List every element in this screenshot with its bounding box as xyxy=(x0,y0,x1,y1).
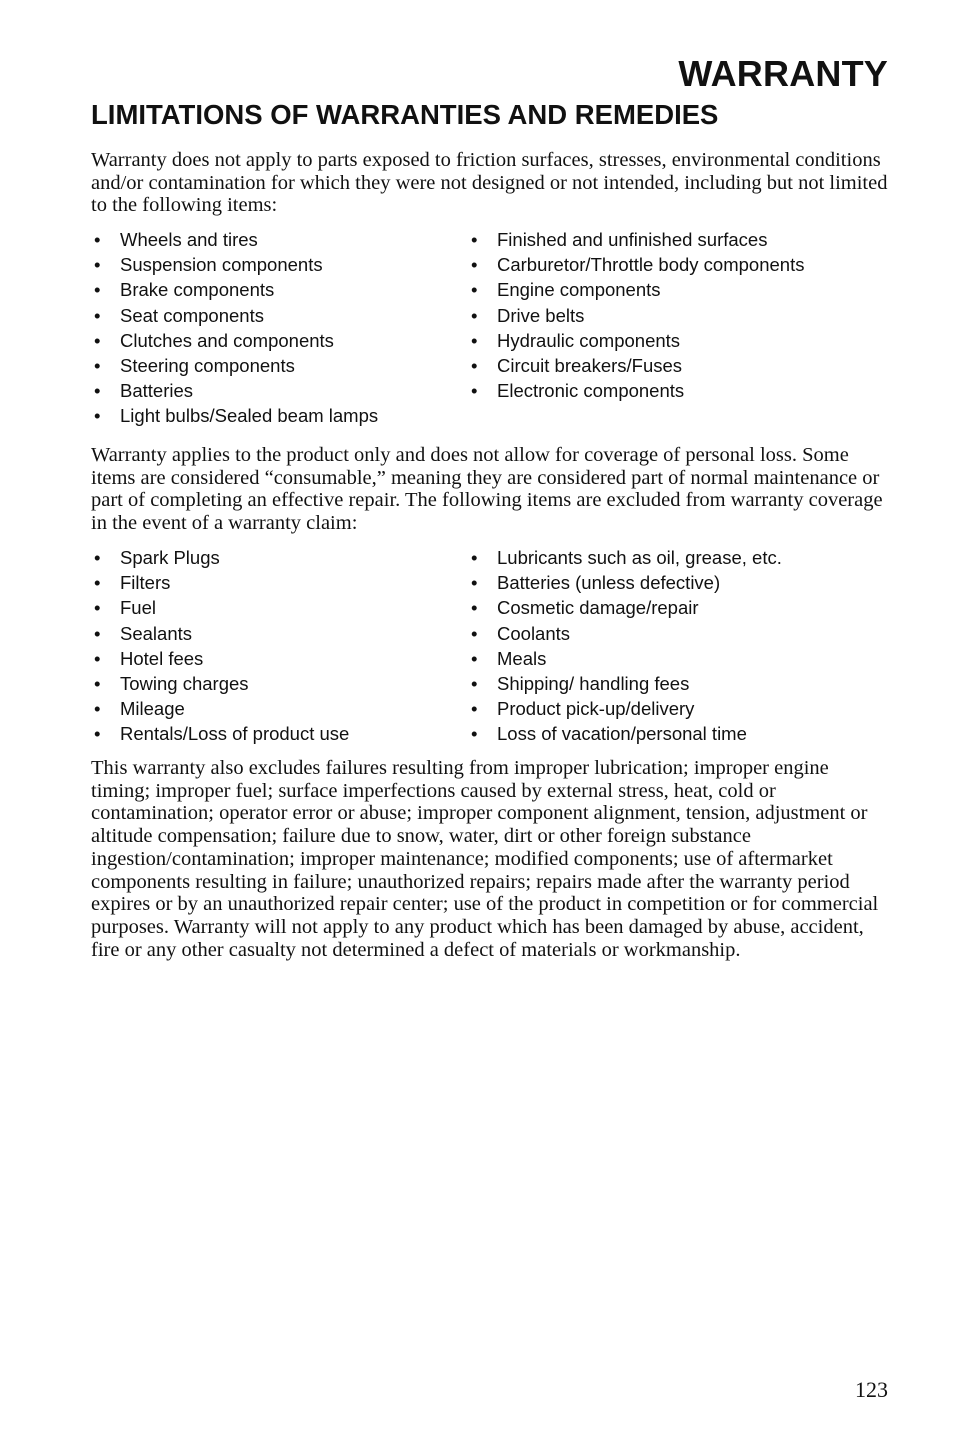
list-item-text: Finished and unfinished surfaces xyxy=(497,229,768,250)
intro-paragraph: Warranty does not apply to parts exposed to friction surfaces, stresses, environmental conditions and/or contamination for which they were not designed or not intended, including but not limited to the following items: xyxy=(91,149,888,217)
bullet-icon: • xyxy=(471,304,478,326)
bullet-icon: • xyxy=(471,723,478,745)
bullet-icon: • xyxy=(471,279,478,301)
bullet-icon: • xyxy=(471,547,478,568)
bullet-icon: • xyxy=(471,254,478,276)
bullet-icon: • xyxy=(471,572,478,594)
list-item-text: Product pick-up/delivery xyxy=(497,698,695,720)
list-item-text: Loss of vacation/personal time xyxy=(497,723,747,745)
list-item-text: Circuit breakers/Fuses xyxy=(497,354,683,376)
bullet-icon: • xyxy=(471,354,478,376)
list-item-text: Rentals/Loss of product use xyxy=(120,723,350,745)
section-title: WARRANTY xyxy=(678,53,888,94)
list-item-text: Engine components xyxy=(497,279,661,301)
list-item-text: Towing charges xyxy=(120,672,249,694)
bullet-icon: • xyxy=(471,647,478,669)
list-item-text: Steering components xyxy=(120,354,295,376)
list-item-text: Drive belts xyxy=(497,304,585,326)
bullet-icon: • xyxy=(94,597,101,619)
list-item-text: Cosmetic damage/repair xyxy=(497,597,699,619)
list-item-text: Meals xyxy=(497,647,547,669)
subsection-title: LIMITATIONS OF WARRANTIES AND REMEDIES xyxy=(91,99,719,130)
bullet-icon: • xyxy=(94,547,101,568)
list-item-text: Hydraulic components xyxy=(497,329,681,351)
list-item-text: Wheels and tires xyxy=(120,229,258,250)
bullet-icon: • xyxy=(94,354,101,376)
list-item-text: Batteries (unless defective) xyxy=(497,572,721,594)
list-item-text: Light bulbs/Sealed beam lamps xyxy=(120,405,379,427)
bullet-icon: • xyxy=(94,698,101,720)
bullet-icon: • xyxy=(94,405,101,427)
list-item-text: Filters xyxy=(120,572,171,594)
list-item-text: Electronic components xyxy=(497,380,685,402)
bullet-icon: • xyxy=(471,672,478,694)
bullet-icon: • xyxy=(471,698,478,720)
bullet-icon: • xyxy=(94,672,101,694)
bullet-icon: • xyxy=(94,622,101,644)
bullet-icon: • xyxy=(471,622,478,644)
list-item-text: Brake components xyxy=(120,279,275,301)
page-number: 123 xyxy=(855,1377,888,1402)
list-item-text: Sealants xyxy=(120,622,192,644)
bullet-icon: • xyxy=(94,229,101,250)
bullet-icon: • xyxy=(94,304,101,326)
list-item-text: Mileage xyxy=(120,698,185,720)
bullet-icon: • xyxy=(471,229,478,250)
bullet-icon: • xyxy=(94,329,101,351)
bullet-icon: • xyxy=(94,254,101,276)
bullet-icon: • xyxy=(94,723,101,745)
bullet-icon: • xyxy=(94,279,101,301)
bullet-icon: • xyxy=(94,380,101,402)
bullet-icon: • xyxy=(471,597,478,619)
list-item-text: Carburetor/Throttle body components xyxy=(497,254,805,276)
list-item-text: Batteries xyxy=(120,380,194,402)
list-item-text: Seat components xyxy=(120,304,264,326)
bullet-icon: • xyxy=(471,380,478,402)
list-item-text: Suspension components xyxy=(120,254,323,276)
list-item-text: Lubricants such as oil, grease, etc. xyxy=(497,547,782,568)
list-item-text: Spark Plugs xyxy=(120,547,220,568)
list-item-text: Hotel fees xyxy=(120,647,204,669)
bullet-icon: • xyxy=(94,647,101,669)
bullet-icon: • xyxy=(471,329,478,351)
list-item-text: Clutches and components xyxy=(120,329,334,351)
exclusions-paragraph: This warranty also excludes failures resulting from improper lubrication; improper engine timing; improper fuel; surface imperfections caused by external stress, heat, cold or contamination; operator error or abuse; improper component alignment, tension, adjustment or altitude compensation; failure due to snow, water, dirt or other foreign substance ingestion/contamination; improper maintenance; modified components; use of aftermarket components resulting in failure; unauthorized repairs; repairs made after the warranty period expires or by an unauthorized repair center; use of the product in competition or for commercial purposes. Warranty will not apply to any product which has been damaged by abuse, accident, fire or any other casualty not determined a defect of materials or workmanship. xyxy=(91,757,879,961)
manual-page xyxy=(91,0,888,1454)
consumables-paragraph: Warranty applies to the product only and does not allow for coverage of personal loss. Some items are considered “consumable,” meaning they are considered part of normal maintenance or part of completing an effective repair. The following items are excluded from warranty coverage in the event of a warranty claim: xyxy=(91,444,883,535)
list-item-text: Coolants xyxy=(497,622,571,644)
bullet-icon: • xyxy=(94,572,101,594)
list-item-text: Fuel xyxy=(120,597,156,619)
list-item-text: Shipping/ handling fees xyxy=(497,672,690,694)
